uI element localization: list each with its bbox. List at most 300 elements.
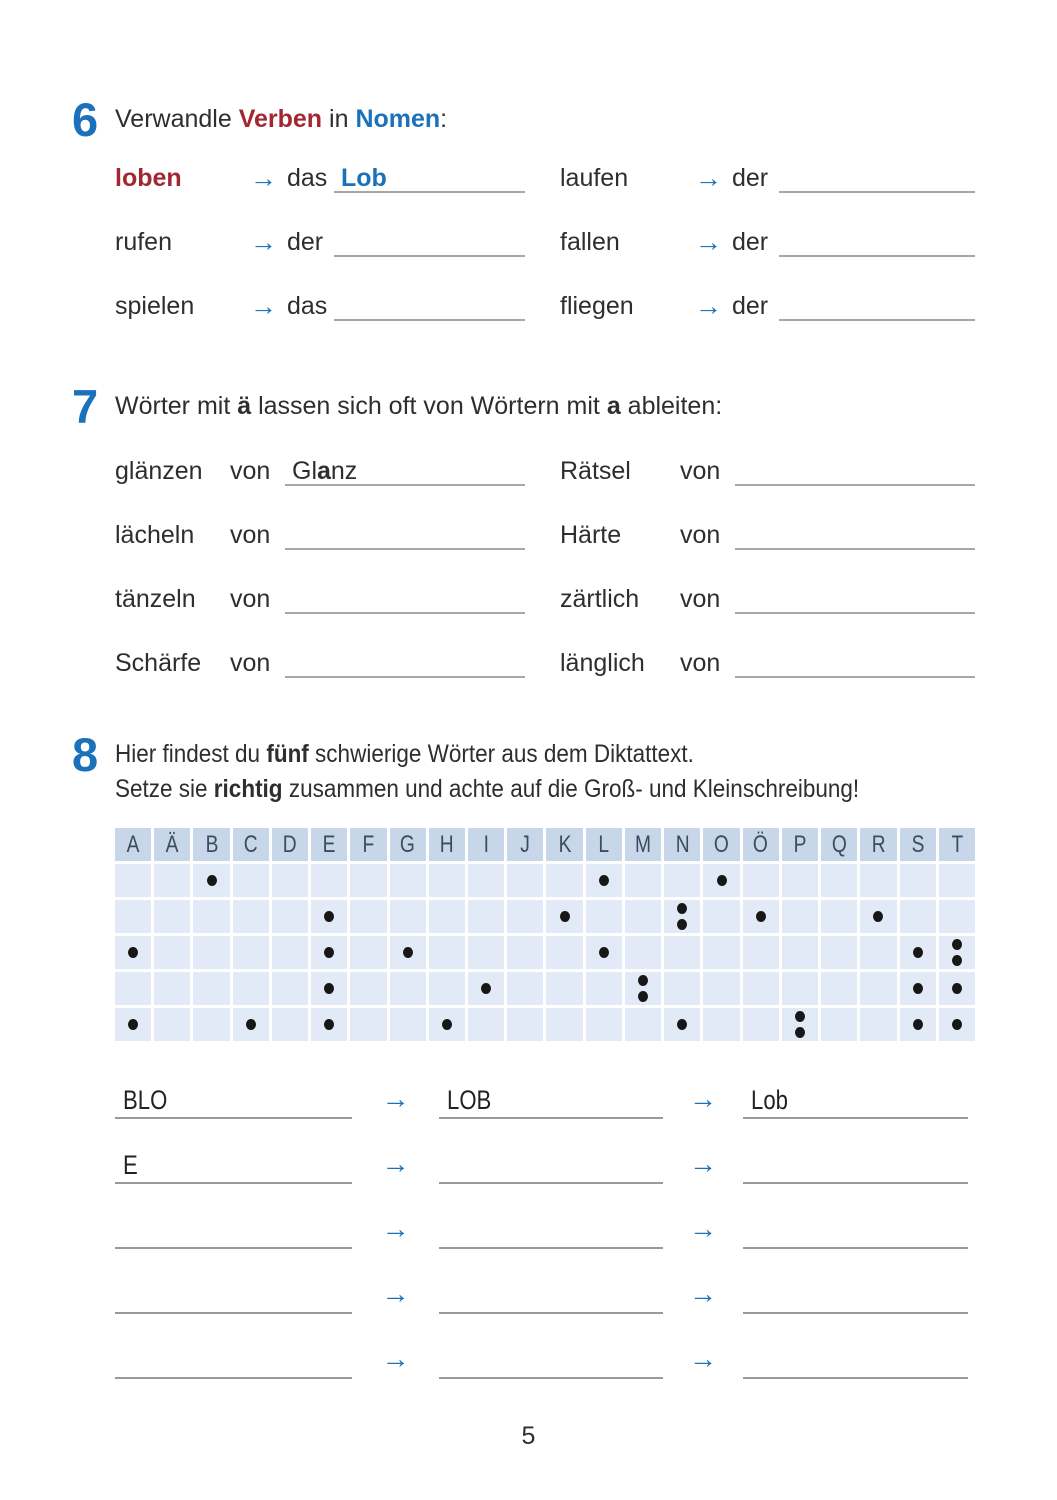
dot-marker [442, 1019, 452, 1030]
grid-header-cell [900, 828, 936, 861]
grid-header-cell [782, 828, 818, 861]
grid-cell [546, 936, 582, 969]
grid-cell [507, 936, 543, 969]
grid-cell [272, 864, 308, 897]
ex8-title-line1: Hier findest du fünf schwierige Wörter aus dem Diktattext. [115, 740, 694, 768]
grid-letter: Ö [753, 830, 769, 858]
verb-word: fliegen [560, 291, 634, 320]
grid-cell [154, 900, 190, 933]
grid-header-cell [939, 828, 975, 861]
derived-word: Schärfe [115, 648, 202, 677]
grid-header-cell [507, 828, 543, 861]
grid-header-cell [390, 828, 426, 861]
grid-cell [390, 864, 426, 897]
grid-letter: L [598, 830, 610, 858]
grid-cell [546, 972, 582, 1005]
dot-marker [952, 955, 962, 966]
answer-blank [779, 291, 975, 321]
grid-cell [507, 864, 543, 897]
verb-word: spielen [115, 291, 195, 320]
answer-blank [743, 1280, 968, 1314]
ex6-row [115, 161, 977, 193]
grid-cell [272, 1008, 308, 1041]
dot-marker [599, 947, 609, 958]
grid-header-cell [860, 828, 896, 861]
grid-header-cell [821, 828, 857, 861]
arrow-icon: → [381, 1278, 410, 1309]
example-answer: Glanz [292, 456, 358, 485]
grid-cell [664, 972, 700, 1005]
grid-cell [233, 864, 269, 897]
answer-blank [115, 1085, 352, 1119]
derived-word: Härte [560, 520, 622, 549]
prefilled-text: BLO [123, 1085, 168, 1115]
dot-marker [952, 983, 962, 994]
dot-marker [324, 983, 334, 994]
grid-cell [546, 1008, 582, 1041]
derived-word: lächeln [115, 520, 195, 549]
arrow-icon: → [250, 290, 277, 321]
ex6-row [115, 225, 977, 257]
prefilled-text: LOB [447, 1085, 492, 1115]
page-number: 5 [521, 1422, 536, 1450]
arrow-icon: → [689, 1148, 717, 1179]
grid-cell [743, 972, 779, 1005]
grid-cell [115, 864, 151, 897]
dot-marker [638, 991, 648, 1002]
grid-cell [115, 1008, 151, 1041]
ex7-row [115, 582, 977, 614]
answer-blank [735, 456, 975, 486]
grid-cell [860, 936, 896, 969]
answer-blank [439, 1345, 663, 1379]
dot-marker [677, 919, 687, 930]
grid-cell [939, 972, 975, 1005]
exercise-7-header [72, 380, 977, 433]
grid-header-cell [468, 828, 504, 861]
grid-header-cell [743, 828, 779, 861]
grid-header-cell [429, 828, 465, 861]
derived-word: glänzen [115, 456, 203, 485]
grid-cell [860, 972, 896, 1005]
answer-blank [115, 1150, 352, 1184]
grid-cell [743, 900, 779, 933]
grid-letter: N [675, 830, 690, 858]
grid-cell [233, 972, 269, 1005]
answer-blank [735, 520, 975, 550]
article-label: der [287, 227, 324, 256]
grid-cell [154, 972, 190, 1005]
grid-cell [586, 936, 622, 969]
dot-marker [795, 1011, 805, 1022]
grid-cell [350, 972, 386, 1005]
grid-letter: C [243, 830, 258, 858]
grid-header-cell [625, 828, 661, 861]
arrow-icon: → [695, 162, 722, 193]
grid-cell [821, 1008, 857, 1041]
grid-cell [468, 972, 504, 1005]
answer-row [115, 1280, 975, 1314]
grid-letter: H [439, 830, 454, 858]
dot-marker [246, 1019, 256, 1030]
grid-cell [390, 900, 426, 933]
grid-cell [625, 936, 661, 969]
answer-blank [735, 648, 975, 678]
grid-letter: M [635, 830, 652, 858]
grid-letter: R [871, 830, 886, 858]
verb-word: fallen [560, 227, 620, 256]
grid-letter: T [950, 830, 963, 858]
grid-cell [939, 864, 975, 897]
grid-cell [860, 1008, 896, 1041]
exercise-7 [72, 380, 977, 710]
grid-letter: P [793, 830, 807, 858]
von-label: von [230, 456, 271, 485]
exercise-6-title [115, 98, 447, 136]
grid-cell [860, 900, 896, 933]
ex6-row [115, 289, 977, 321]
title-a: a [606, 392, 621, 420]
grid-cell [586, 864, 622, 897]
dot-marker [913, 947, 923, 958]
grid-cell [703, 900, 739, 933]
grid-cell [154, 864, 190, 897]
grid-cell [468, 864, 504, 897]
grid-cell [821, 864, 857, 897]
grid-cell [350, 864, 386, 897]
von-label: von [680, 648, 721, 677]
grid-header-cell [154, 828, 190, 861]
answer-blank [285, 648, 525, 678]
dot-marker [952, 1019, 962, 1030]
grid-cell [233, 1008, 269, 1041]
grid-cell [350, 936, 386, 969]
arrow-icon: → [381, 1148, 410, 1179]
grid-header-cell [311, 828, 347, 861]
grid-letter: S [911, 830, 925, 858]
von-label: von [680, 520, 721, 549]
article-label: der [732, 163, 769, 192]
grid-cell [900, 936, 936, 969]
answer-blank [115, 1215, 352, 1249]
dot-marker [677, 1019, 687, 1030]
grid-cell [233, 936, 269, 969]
verb-word: laufen [560, 163, 629, 192]
grid-cell [782, 864, 818, 897]
article-label: das [287, 163, 328, 192]
ex8-title-line2: Setze sie richtig zusammen und achte auf die Groß- und Kleinschreibung! [115, 774, 860, 803]
grid-cell [429, 1008, 465, 1041]
grid-cell [115, 972, 151, 1005]
von-label: von [230, 520, 271, 549]
grid-cell [272, 900, 308, 933]
grid-header-cell [115, 828, 151, 861]
grid-cell [782, 972, 818, 1005]
grid-letter: J [520, 830, 531, 858]
answer-blank [439, 1085, 663, 1119]
grid-cell [586, 972, 622, 1005]
grid-letter: O [714, 830, 729, 858]
grid-letter: B [205, 830, 218, 858]
answer-row [115, 1085, 975, 1119]
grid-cell [664, 936, 700, 969]
article-label: das [287, 291, 328, 320]
grid-letter: K [558, 830, 572, 858]
exercise-6 [72, 93, 977, 353]
grid-header-cell [350, 828, 386, 861]
grid-cell [664, 1008, 700, 1041]
grid-cell [193, 864, 229, 897]
grid-cell [193, 936, 229, 969]
grid-cell [939, 936, 975, 969]
verb-word: loben [115, 163, 182, 192]
article-label: der [732, 227, 769, 256]
grid-cell [390, 1008, 426, 1041]
arrow-icon: → [689, 1213, 717, 1244]
grid-cell [429, 972, 465, 1005]
grid-cell [507, 900, 543, 933]
exercise-8 [72, 728, 977, 1041]
grid-header-cell [193, 828, 229, 861]
answer-row [115, 1150, 975, 1184]
dot-marker [638, 975, 648, 986]
arrow-icon: → [689, 1278, 717, 1309]
von-label: von [680, 584, 721, 613]
exercise-number-badge: 6 [72, 93, 97, 146]
dot-marker [324, 1019, 334, 1030]
title-text: lassen sich oft von Wörtern mit [251, 392, 607, 420]
answer-blank [735, 584, 975, 614]
dot-marker [873, 911, 883, 922]
grid-cell [546, 900, 582, 933]
grid-header-cell [703, 828, 739, 861]
exercise-number-badge: 7 [72, 380, 97, 433]
answer-blank [285, 456, 525, 486]
derived-word: tänzeln [115, 584, 196, 613]
answer-blank [439, 1150, 663, 1184]
grid-cell [311, 864, 347, 897]
prefilled-text: E [123, 1150, 138, 1180]
title-text: ableiten: [620, 392, 723, 420]
answer-blank [743, 1085, 968, 1119]
ex7-row [115, 518, 977, 550]
grid-cell [782, 900, 818, 933]
grid-cell [546, 864, 582, 897]
answer-blank [743, 1345, 968, 1379]
answer-blank [439, 1215, 663, 1249]
grid-cell [743, 936, 779, 969]
answer-blank [743, 1215, 968, 1249]
example-answer: Lob [341, 163, 387, 192]
grid-letter: G [400, 830, 416, 858]
derived-word: zärtlich [560, 584, 640, 613]
grid-cell [703, 864, 739, 897]
grid-cell [507, 1008, 543, 1041]
von-label: von [230, 584, 271, 613]
grid-cell [311, 900, 347, 933]
grid-cell [782, 936, 818, 969]
grid-cell [468, 900, 504, 933]
arrow-icon: → [381, 1083, 410, 1114]
grid-letter: I [483, 830, 489, 858]
grid-cell [625, 972, 661, 1005]
grid-cell [782, 1008, 818, 1041]
article-label: der [732, 291, 769, 320]
exercise-8-header [72, 728, 977, 806]
grid-cell [664, 900, 700, 933]
answer-blank [115, 1345, 352, 1379]
dot-marker [128, 947, 138, 958]
title-text: : [440, 105, 448, 133]
dot-marker [403, 947, 413, 958]
grid-header-cell [546, 828, 582, 861]
dot-marker [677, 903, 687, 914]
grid-cell [429, 900, 465, 933]
ex7-row [115, 646, 977, 678]
grid-cell [939, 900, 975, 933]
grid-cell [900, 900, 936, 933]
dot-marker [756, 911, 766, 922]
answer-lines-block [115, 1085, 975, 1410]
arrow-icon: → [695, 226, 722, 257]
grid-letter: A [126, 830, 140, 858]
derived-word: länglich [560, 648, 645, 677]
grid-letter: D [283, 830, 297, 858]
grid-cell [507, 972, 543, 1005]
dot-marker [717, 875, 727, 886]
answer-blank [285, 584, 525, 614]
grid-header-cell [664, 828, 700, 861]
grid-cell [743, 1008, 779, 1041]
exercise-number-badge: 8 [72, 728, 97, 781]
dot-marker [128, 1019, 138, 1030]
title-text: Verwandle [115, 105, 239, 133]
grid-cell [821, 972, 857, 1005]
grid-cell [821, 900, 857, 933]
grid-cell [193, 1008, 229, 1041]
dot-marker [952, 939, 962, 950]
answer-blank [334, 163, 525, 193]
dot-marker [913, 983, 923, 994]
dot-marker [599, 875, 609, 886]
exercise-8-title [115, 733, 942, 806]
grid-cell [860, 864, 896, 897]
answer-blank [334, 291, 525, 321]
title-ae: ä [237, 392, 252, 420]
grid-cell [586, 900, 622, 933]
arrow-icon: → [695, 290, 722, 321]
grid-letter: F [362, 830, 375, 858]
grid-cell [703, 972, 739, 1005]
grid-letter: Q [831, 830, 847, 858]
answer-blank [743, 1150, 968, 1184]
arrow-icon: → [381, 1213, 410, 1244]
grid-letter: E [322, 830, 336, 858]
grid-cell [429, 936, 465, 969]
dot-marker [913, 1019, 923, 1030]
grid-cell [390, 936, 426, 969]
grid-cell [154, 1008, 190, 1041]
answer-blank [779, 227, 975, 257]
title-nomen: Nomen [355, 105, 441, 133]
title-text: in [322, 105, 356, 133]
von-label: von [680, 456, 721, 485]
derived-word: Rätsel [560, 456, 631, 485]
letter-grid [115, 828, 975, 1041]
grid-cell [272, 972, 308, 1005]
grid-letter: Ä [165, 830, 179, 858]
grid-cell [468, 1008, 504, 1041]
grid-cell [625, 900, 661, 933]
prefilled-text: Lob [751, 1085, 788, 1115]
grid-cell [193, 900, 229, 933]
dot-marker [481, 983, 491, 994]
dot-marker [324, 911, 334, 922]
grid-cell [193, 972, 229, 1005]
grid-cell [703, 1008, 739, 1041]
grid-header-cell [586, 828, 622, 861]
grid-header-cell [272, 828, 308, 861]
verb-word: rufen [115, 227, 172, 256]
grid-cell [939, 1008, 975, 1041]
title-text: Wörter mit [115, 392, 238, 420]
grid-cell [350, 1008, 386, 1041]
grid-header-cell [233, 828, 269, 861]
grid-cell [625, 1008, 661, 1041]
answer-row [115, 1215, 975, 1249]
grid-cell [272, 936, 308, 969]
arrow-icon: → [381, 1343, 410, 1374]
grid-cell [429, 864, 465, 897]
grid-cell [311, 972, 347, 1005]
arrow-icon: → [250, 162, 277, 193]
dot-marker [795, 1027, 805, 1038]
grid-cell [743, 864, 779, 897]
answer-row [115, 1345, 975, 1379]
grid-cell [625, 864, 661, 897]
ex7-row [115, 454, 977, 486]
grid-cell [703, 936, 739, 969]
grid-cell [311, 936, 347, 969]
grid-cell [468, 936, 504, 969]
grid-cell [350, 900, 386, 933]
arrow-icon: → [689, 1343, 717, 1374]
grid-cell [900, 1008, 936, 1041]
exercise-7-title [115, 385, 722, 423]
grid-cell [115, 900, 151, 933]
title-verben: Verben [238, 105, 323, 133]
grid-cell [233, 900, 269, 933]
grid-cell [586, 1008, 622, 1041]
arrow-icon: → [689, 1083, 717, 1114]
dot-marker [560, 911, 570, 922]
answer-blank [334, 227, 525, 257]
answer-blank [115, 1280, 352, 1314]
exercise-6-header [72, 93, 977, 146]
grid-cell [390, 972, 426, 1005]
grid-cell [821, 936, 857, 969]
dot-marker [324, 947, 334, 958]
grid-cell [311, 1008, 347, 1041]
grid-cell [115, 936, 151, 969]
grid-cell [664, 864, 700, 897]
von-label: von [230, 648, 271, 677]
grid-cell [900, 864, 936, 897]
answer-blank [439, 1280, 663, 1314]
grid-cell [900, 972, 936, 1005]
answer-blank [285, 520, 525, 550]
dot-marker [207, 875, 217, 886]
